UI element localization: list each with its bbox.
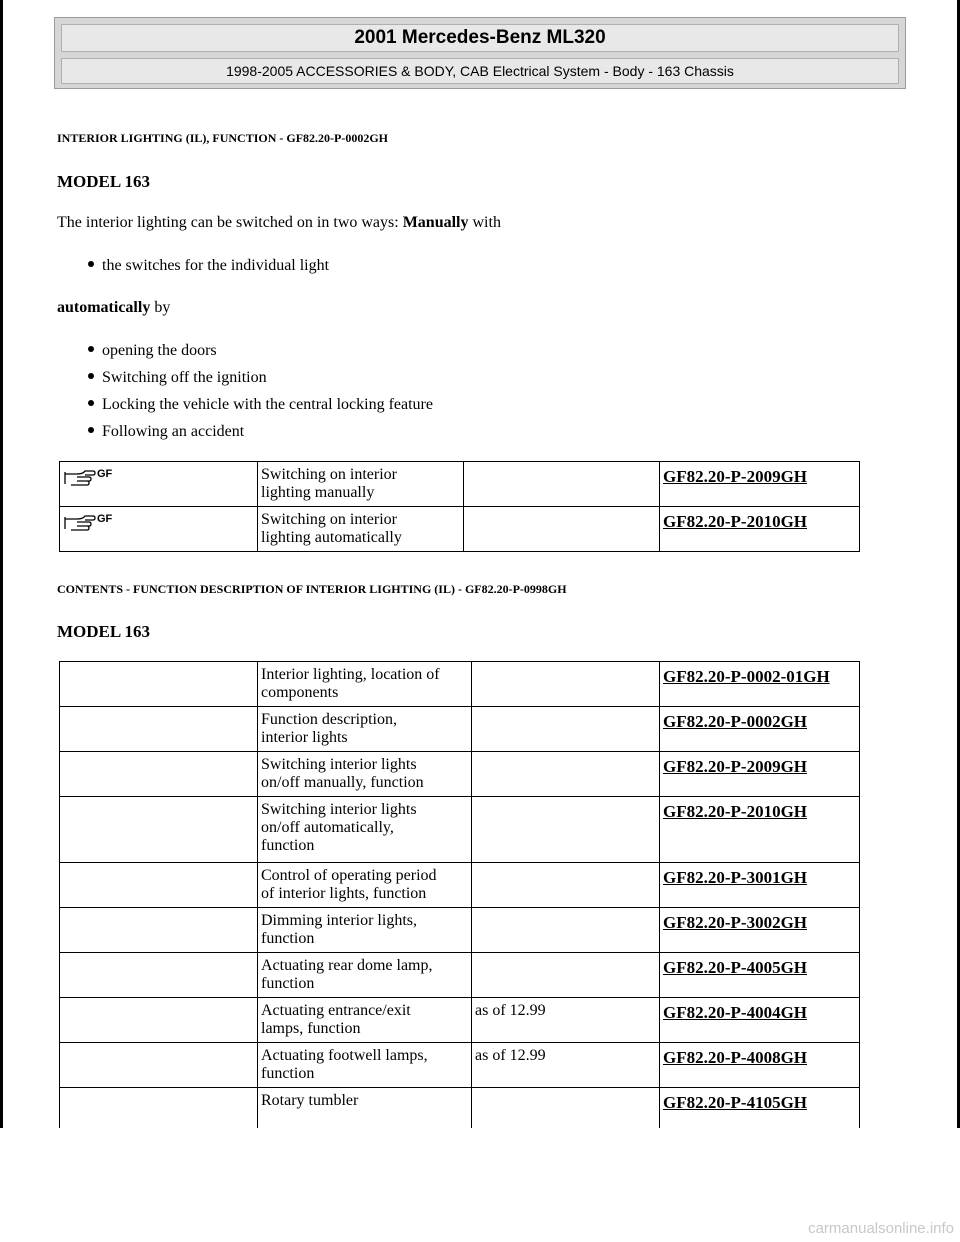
table-row xyxy=(60,462,860,507)
extra-cell: as of 12.99 xyxy=(472,998,660,1043)
extra-cell xyxy=(464,507,660,552)
intro-prefix: The interior lighting can be switched on in two ways: xyxy=(57,214,403,231)
auto-bold: automatically xyxy=(57,299,151,316)
link-cell xyxy=(660,908,860,953)
link-cell xyxy=(660,953,860,998)
description-cell: Interior lighting, location of components xyxy=(258,662,472,707)
document-link[interactable]: GF82.20-P-4008GH xyxy=(663,1048,808,1067)
table-row xyxy=(60,662,860,707)
table-row xyxy=(60,1043,860,1088)
bullet-icon xyxy=(88,346,94,352)
bullet-icon xyxy=(88,373,94,379)
pointing-hand-icon[interactable] xyxy=(63,511,123,535)
auto-paragraph xyxy=(57,299,170,317)
blank-cell xyxy=(60,752,258,797)
model-heading: MODEL 163 xyxy=(57,172,151,191)
document-link[interactable]: GF82.20-P-4105GH xyxy=(663,1093,808,1112)
blank-cell xyxy=(60,1088,258,1128)
extra-cell: as of 12.99 xyxy=(472,1043,660,1088)
list-item: opening the doors xyxy=(88,342,217,360)
link-cell xyxy=(660,462,860,507)
extra-cell xyxy=(472,1088,660,1128)
table-row xyxy=(60,1088,860,1128)
link-cell xyxy=(660,863,860,908)
document-link[interactable]: GF82.20-P-2009GH xyxy=(663,757,808,776)
extra-cell xyxy=(472,953,660,998)
blank-cell xyxy=(60,797,258,863)
document-link[interactable]: GF82.20-P-2010GH xyxy=(663,512,808,531)
document-link[interactable]: GF82.20-P-2009GH xyxy=(663,467,808,486)
table-row xyxy=(60,752,860,797)
blank-cell xyxy=(60,863,258,908)
document-link[interactable]: GF82.20-P-3002GH xyxy=(663,913,808,932)
intro-bold: Manually xyxy=(402,214,469,231)
description-cell: Dimming interior lights, function xyxy=(258,908,472,953)
link-cell xyxy=(660,998,860,1043)
intro-suffix: with xyxy=(468,214,501,231)
extra-cell xyxy=(472,908,660,953)
document-link[interactable]: GF82.20-P-4005GH xyxy=(663,958,808,977)
section-heading: INTERIOR LIGHTING (IL), FUNCTION - GF82.20-P-0002GH xyxy=(57,131,389,145)
description-cell: Actuating rear dome lamp, function xyxy=(258,953,472,998)
extra-cell xyxy=(472,707,660,752)
table-row xyxy=(60,863,860,908)
document-link[interactable]: GF82.20-P-0002-01GH xyxy=(663,667,830,686)
extra-cell xyxy=(472,662,660,707)
blank-cell xyxy=(60,998,258,1043)
list-item: the switches for the individual light xyxy=(88,257,329,275)
link-cell xyxy=(660,707,860,752)
table-row xyxy=(60,998,860,1043)
document-header xyxy=(54,17,906,89)
blank-cell xyxy=(60,707,258,752)
watermark: carmanualsonline.info xyxy=(808,1220,954,1237)
link-cell xyxy=(660,797,860,863)
extra-cell xyxy=(472,863,660,908)
table-row xyxy=(60,953,860,998)
document-link[interactable]: GF82.20-P-4004GH xyxy=(663,1003,808,1022)
description-cell: Switching on interior lighting manually xyxy=(258,462,464,507)
contents-table xyxy=(59,661,860,1128)
extra-cell xyxy=(472,752,660,797)
blank-cell xyxy=(60,953,258,998)
bullet-icon xyxy=(88,427,94,433)
description-cell: Switching on interior lighting automatically xyxy=(258,507,464,552)
icon-cell xyxy=(60,462,258,507)
link-cell xyxy=(660,752,860,797)
table-row xyxy=(60,797,860,863)
table-row xyxy=(60,507,860,552)
list-item: Locking the vehicle with the central locking feature xyxy=(88,396,433,414)
description-cell: Actuating footwell lamps, function xyxy=(258,1043,472,1088)
function-links-table xyxy=(59,461,860,552)
link-cell xyxy=(660,662,860,707)
blank-cell xyxy=(60,1043,258,1088)
model-heading: MODEL 163 xyxy=(57,622,151,641)
header-subtitle: 1998-2005 ACCESSORIES & BODY, CAB Electrical System - Body - 163 Chassis xyxy=(61,58,899,84)
description-cell: Control of operating period of interior lights, function xyxy=(258,863,472,908)
description-cell: Rotary tumbler xyxy=(258,1088,472,1128)
bullet-icon xyxy=(88,261,94,267)
description-cell: Function description, interior lights xyxy=(258,707,472,752)
description-cell: Actuating entrance/exit lamps, function xyxy=(258,998,472,1043)
list-item: Following an accident xyxy=(88,423,244,441)
table-row xyxy=(60,707,860,752)
pointing-hand-icon[interactable] xyxy=(63,466,123,490)
link-cell xyxy=(660,1043,860,1088)
intro-paragraph xyxy=(57,214,501,232)
document-link[interactable]: GF82.20-P-3001GH xyxy=(663,868,808,887)
description-cell: Switching interior lights on/off manually, function xyxy=(258,752,472,797)
header-title: 2001 Mercedes-Benz ML320 xyxy=(61,24,899,52)
link-cell xyxy=(660,1088,860,1128)
link-cell xyxy=(660,507,860,552)
extra-cell xyxy=(464,462,660,507)
gf-label: GF xyxy=(97,468,113,480)
blank-cell xyxy=(60,908,258,953)
blank-cell xyxy=(60,662,258,707)
auto-suffix: by xyxy=(150,299,171,316)
document-link[interactable]: GF82.20-P-2010GH xyxy=(663,802,808,821)
icon-cell xyxy=(60,507,258,552)
bullet-icon xyxy=(88,400,94,406)
list-item: Switching off the ignition xyxy=(88,369,267,387)
table-row xyxy=(60,908,860,953)
contents-heading: CONTENTS - FUNCTION DESCRIPTION OF INTERIOR LIGHTING (IL) - GF82.20-P-0998GH xyxy=(57,582,567,596)
description-cell: Switching interior lights on/off automatically, function xyxy=(258,797,472,863)
gf-label: GF xyxy=(97,513,113,525)
document-link[interactable]: GF82.20-P-0002GH xyxy=(663,712,808,731)
extra-cell xyxy=(472,797,660,863)
page-border-left xyxy=(0,0,3,1128)
